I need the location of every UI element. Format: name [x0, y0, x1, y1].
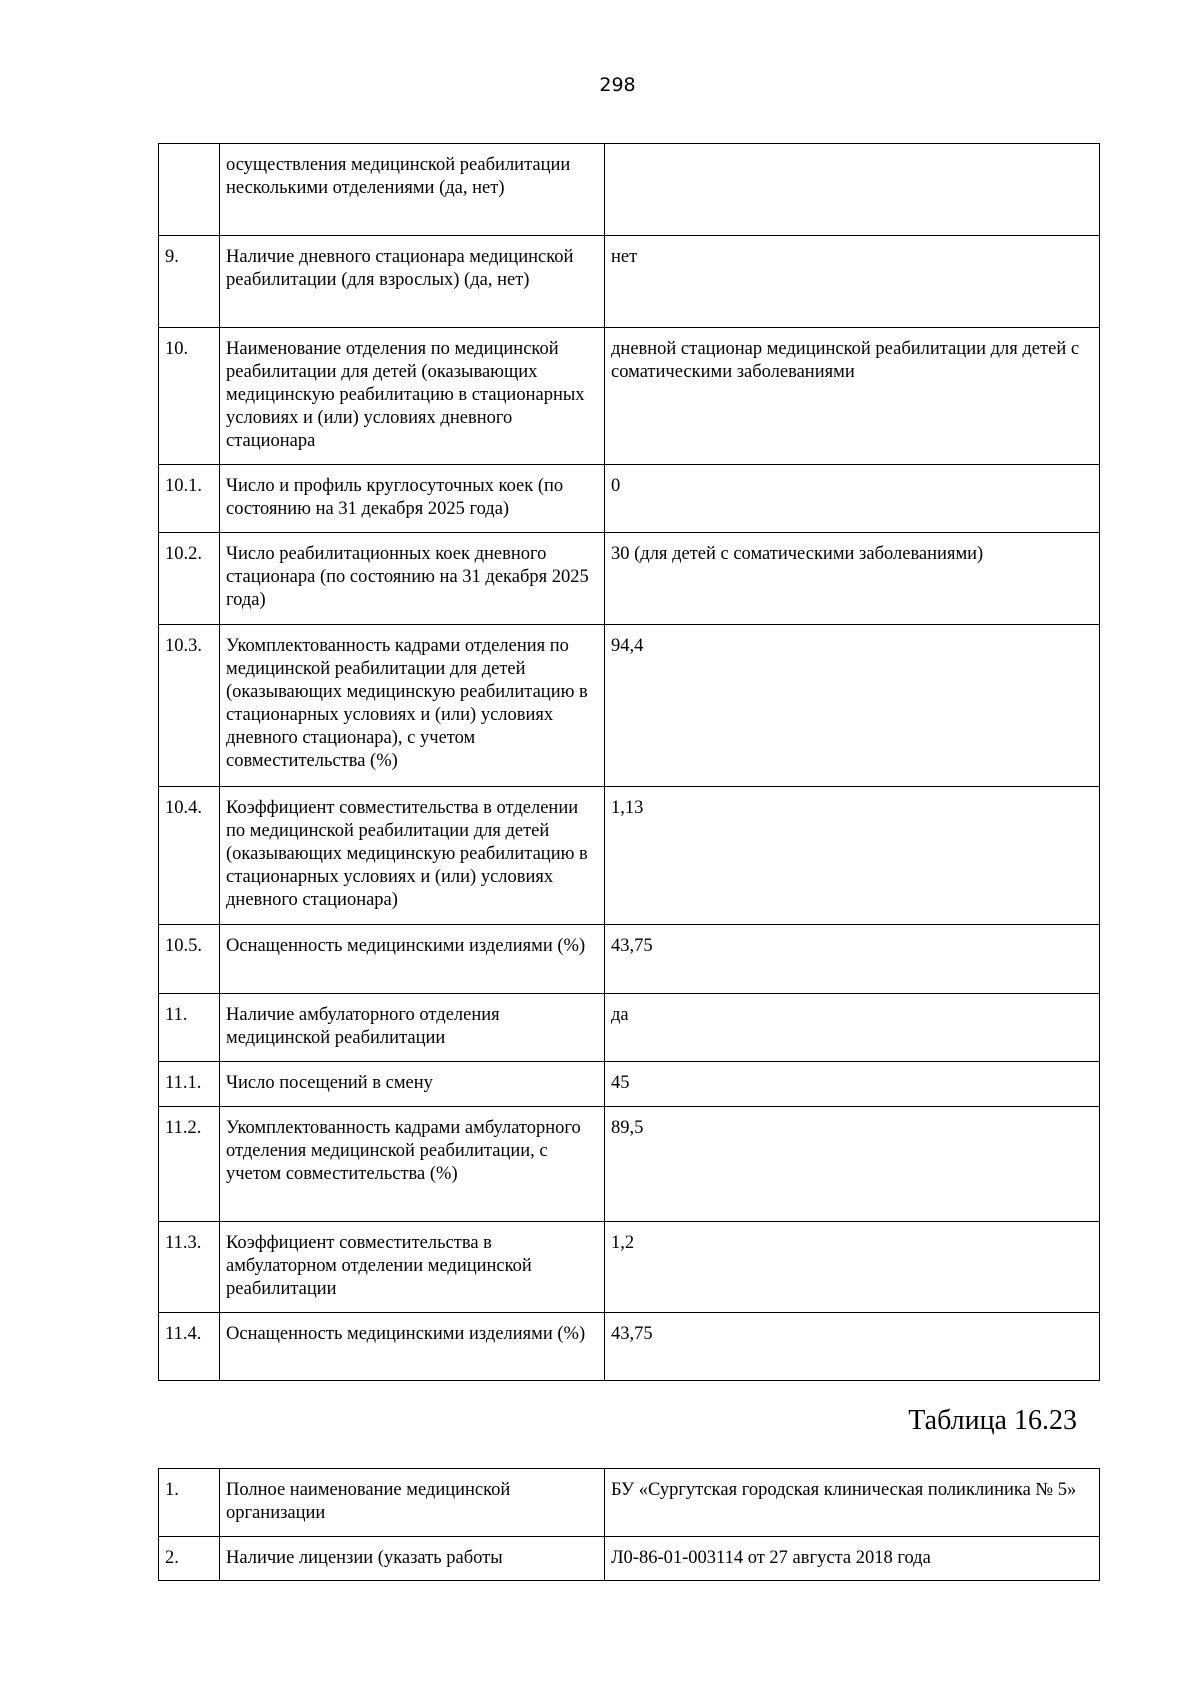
row-value: Л0-86-01-003114 от 27 августа 2018 года: [605, 1537, 1100, 1581]
row-value: 43,75: [605, 1313, 1100, 1381]
row-number: 10.5.: [159, 925, 220, 994]
row-value: 1,13: [605, 787, 1100, 925]
row-number: 10.4.: [159, 787, 220, 925]
row-label: Оснащенность медицинскими изделиями (%): [220, 925, 605, 994]
table-row: [159, 1313, 1100, 1381]
row-number: 10.1.: [159, 465, 220, 533]
row-number: 11.: [159, 994, 220, 1062]
table-row: [159, 787, 1100, 925]
row-number: 10.2.: [159, 533, 220, 625]
table-row: [159, 925, 1100, 994]
row-label: Укомплектованность кадрами амбулаторного отделения медицинской реабилитации, с учетом совместительства (%): [220, 1107, 605, 1222]
row-number: 10.: [159, 328, 220, 465]
row-value: 1,2: [605, 1222, 1100, 1313]
table-row: [159, 1537, 1100, 1581]
row-label: Наличие лицензии (указать работы: [220, 1537, 605, 1581]
row-label: Наличие амбулаторного отделения медицинской реабилитации: [220, 994, 605, 1062]
row-label: Число и профиль круглосуточных коек (по состоянию на 31 декабря 2025 года): [220, 465, 605, 533]
row-number: 11.4.: [159, 1313, 220, 1381]
row-value: 45: [605, 1062, 1100, 1107]
row-value: дневной стационар медицинской реабилитации для детей с соматическими заболеваниями: [605, 328, 1100, 465]
row-number: 10.3.: [159, 625, 220, 787]
row-label: Полное наименование медицинской организации: [220, 1469, 605, 1537]
row-number: 1.: [159, 1469, 220, 1537]
row-value: БУ «Сургутская городская клиническая поликлиника № 5»: [605, 1469, 1100, 1537]
row-label: Число реабилитационных коек дневного стационара (по состоянию на 31 декабря 2025 года): [220, 533, 605, 625]
row-number: 11.1.: [159, 1062, 220, 1107]
row-value: да: [605, 994, 1100, 1062]
table-row: [159, 1107, 1100, 1222]
row-number: 9.: [159, 236, 220, 328]
row-label: Укомплектованность кадрами отделения по медицинской реабилитации для детей (оказывающих медицинскую реабилитацию в стационарных условиях и (или) условиях дневного стационара), с учетом совместительства (%): [220, 625, 605, 787]
row-number: [159, 144, 220, 236]
table-row: [159, 1469, 1100, 1537]
row-label: Оснащенность медицинскими изделиями (%): [220, 1313, 605, 1381]
table-row: [159, 328, 1100, 465]
row-value: 0: [605, 465, 1100, 533]
row-label: Наименование отделения по медицинской реабилитации для детей (оказывающих медицинскую реабилитацию в стационарных условиях и (или) условиях дневного стационара: [220, 328, 605, 465]
table-row: [159, 533, 1100, 625]
table-row: [159, 236, 1100, 328]
row-label: осуществления медицинской реабилитации несколькими отделениями (да, нет): [220, 144, 605, 236]
row-value: 89,5: [605, 1107, 1100, 1222]
row-value: [605, 144, 1100, 236]
table-16-23: [158, 1468, 1100, 1581]
row-value: 30 (для детей с соматическими заболеваниями): [605, 533, 1100, 625]
table-row: [159, 465, 1100, 533]
row-number: 11.3.: [159, 1222, 220, 1313]
row-number: 11.2.: [159, 1107, 220, 1222]
row-number: 2.: [159, 1537, 220, 1581]
table-row: [159, 144, 1100, 236]
row-value: 43,75: [605, 925, 1100, 994]
table-16-22-continuation: [158, 143, 1100, 1381]
table-row: [159, 994, 1100, 1062]
table-caption: Таблица 16.23: [908, 1405, 1077, 1436]
table-row: [159, 625, 1100, 787]
row-label: Наличие дневного стационара медицинской реабилитации (для взрослых) (да, нет): [220, 236, 605, 328]
page-number: 298: [599, 74, 636, 96]
row-value: 94,4: [605, 625, 1100, 787]
row-label: Число посещений в смену: [220, 1062, 605, 1107]
row-label: Коэффициент совместительства в амбулаторном отделении медицинской реабилитации: [220, 1222, 605, 1313]
table-row: [159, 1062, 1100, 1107]
table-row: [159, 1222, 1100, 1313]
row-label: Коэффициент совместительства в отделении по медицинской реабилитации для детей (оказывающих медицинскую реабилитацию в стационарных условиях и (или) условиях дневного стационара): [220, 787, 605, 925]
row-value: нет: [605, 236, 1100, 328]
